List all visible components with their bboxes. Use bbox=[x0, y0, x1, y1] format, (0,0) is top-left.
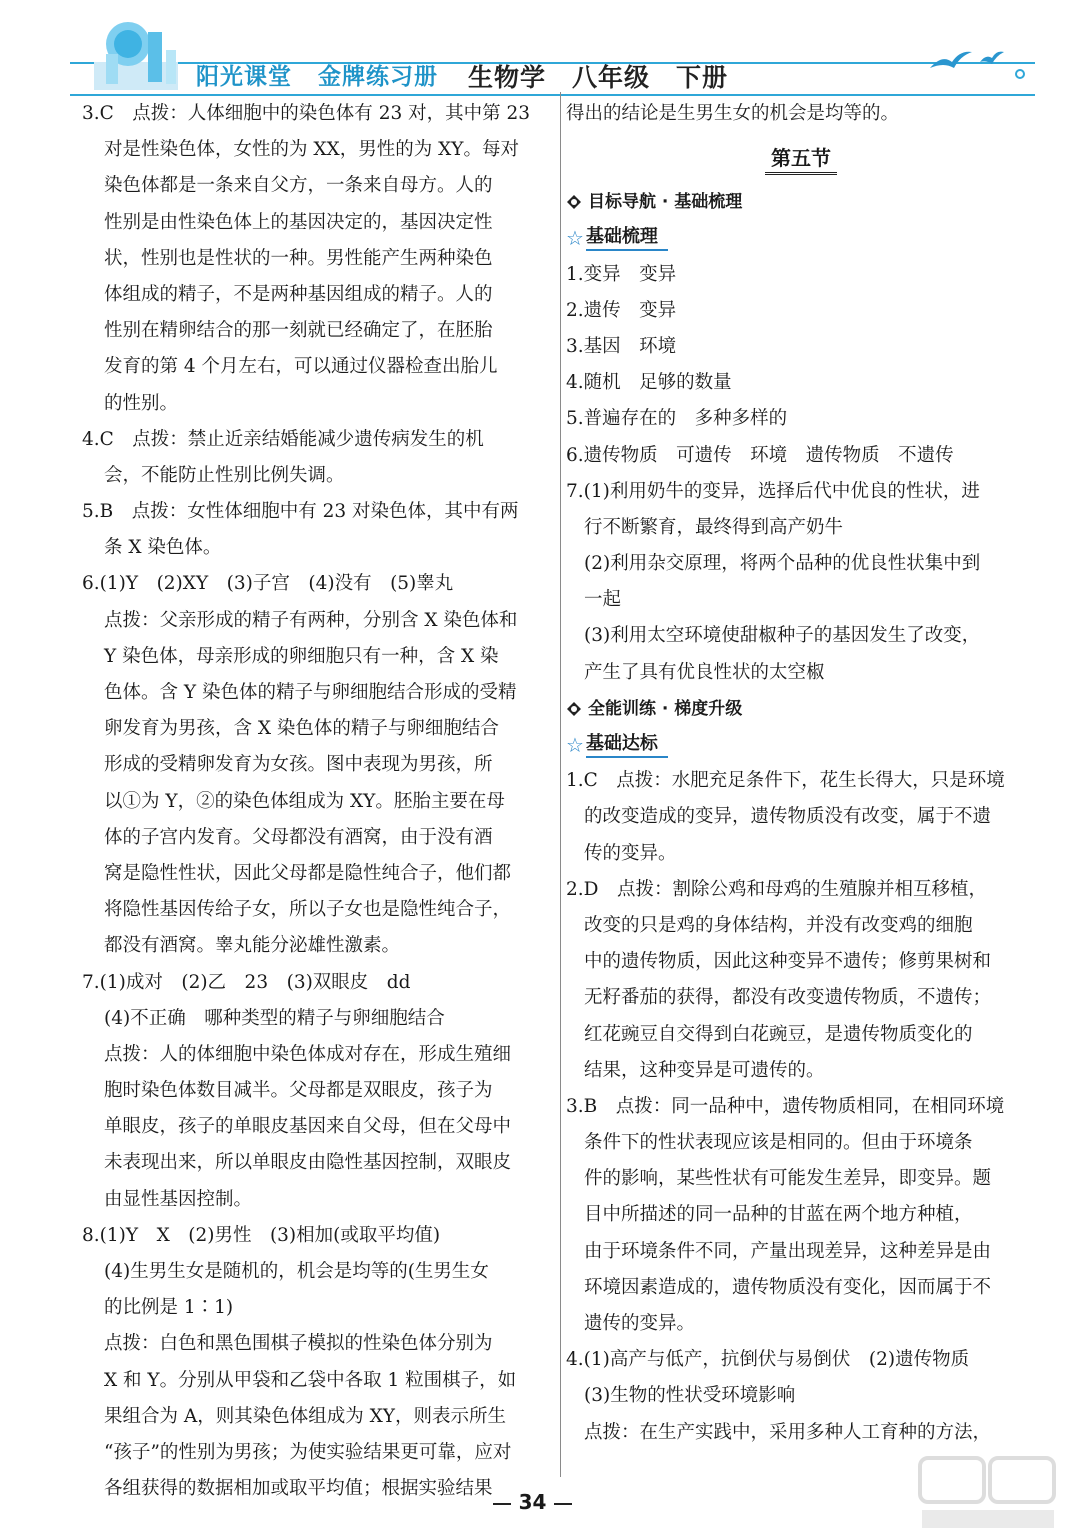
answer-line: 2.D 点拨：割除公鸡和母鸡的生殖腺并相互移植， bbox=[566, 878, 987, 900]
dash-left bbox=[493, 1503, 511, 1505]
target-icon bbox=[566, 194, 582, 210]
grade-label: 八年级 bbox=[572, 63, 651, 92]
sub-heading-2-text: 基础达标 bbox=[586, 732, 668, 758]
answer-line: 点拨：父亲形成的精子有两种，分别含 X 染色体和 bbox=[104, 609, 518, 631]
basic-review-list bbox=[566, 257, 1036, 474]
sub-heading-1 bbox=[566, 220, 1036, 256]
answer-line: 性别在精卵结合的那一刻就已经确定了，在胚胎 bbox=[104, 320, 493, 342]
answer-line: 红花豌豆自交得到白花豌豆，是遗传物质变化的 bbox=[584, 1023, 973, 1045]
right-column bbox=[566, 96, 1036, 1451]
answer-line: 单眼皮，孩子的单眼皮基因来自父母，但在父母中 bbox=[104, 1116, 512, 1138]
page-number: 34 bbox=[518, 1490, 547, 1514]
answer-line: 条 X 染色体。 bbox=[104, 537, 222, 559]
answer-line: 体组成的精子，不是两种基因组成的精子。人的 bbox=[104, 283, 493, 305]
answer-line: 产生了具有优良性状的太空椒 bbox=[584, 661, 825, 683]
subject-label: 生物学 bbox=[468, 63, 547, 92]
basic-practice-list bbox=[566, 763, 1036, 1451]
list-item: 6.遗传物质 可遗传 环境 遗传物质 不遗传 bbox=[566, 444, 954, 466]
answer-line: 胞时染色体数目减半。父母都是双眼皮，孩子为 bbox=[104, 1080, 493, 1102]
book-subject bbox=[468, 58, 754, 94]
answer-line: 传的变异。 bbox=[584, 842, 677, 864]
answer-line: 各组获得的数据相加或取平均值；根据实验结果 bbox=[104, 1478, 493, 1500]
answer-line: 行不断繁育，最终得到高产奶牛 bbox=[584, 516, 844, 538]
page-header bbox=[0, 0, 1065, 100]
brand-name-2: 金牌练习册 bbox=[318, 64, 438, 90]
answer-line: (4)生男生女是随机的，机会是均等的(生男生女 bbox=[104, 1261, 489, 1282]
section-title-text: 第五节 bbox=[765, 144, 837, 175]
star-icon: ☆ bbox=[566, 226, 584, 251]
answer-line: 会，不能防止性别比例失调。 bbox=[104, 464, 345, 486]
answer-line: 6.(1)Y (2)XY (3)子宫 (4)没有 (5)睾丸 bbox=[82, 573, 454, 595]
answer-line: 环境因素造成的，遗传物质没有变化，因而属于不 bbox=[584, 1276, 992, 1298]
answer-line: 都没有酒窝。睾丸能分泌雄性激素。 bbox=[104, 935, 401, 957]
list-item: 5.普遍存在的 多种多样的 bbox=[566, 408, 788, 430]
answer-line: 4.(1)高产与低产，抗倒伏与易倒伏 (2)遗传物质 bbox=[566, 1349, 970, 1371]
answer-line: (4)不正确 哪种类型的精子与卵细胞结合 bbox=[104, 1007, 445, 1029]
answer-line: 色体。含 Y 染色体的精子与卵细胞结合形成的受精 bbox=[104, 682, 517, 703]
page-footer bbox=[0, 1490, 1065, 1514]
answer-line: 卵发育为男孩，含 X 染色体的精子与卵细胞结合 bbox=[104, 718, 499, 740]
answer-line: 果组合为 A，则其染色体组成为 XY，则表示所生 bbox=[104, 1405, 507, 1427]
brand-name-1: 阳光课堂 bbox=[196, 64, 292, 90]
answer-line: 由于环境条件不同，产量出现差异，这种差异是由 bbox=[584, 1240, 992, 1262]
volume-label: 下册 bbox=[676, 63, 729, 92]
brand-title bbox=[196, 58, 438, 91]
list-item: 2.遗传 变异 bbox=[566, 299, 677, 321]
answer-line: 中的遗传物质，因此这种变异不遗传；修剪果树和 bbox=[584, 951, 992, 973]
answer-line: 对是性染色体，女性的为 XX，男性的为 XY。每对 bbox=[104, 139, 519, 161]
answer-line: 3.C 点拨：人体细胞中的染色体有 23 对，其中第 23 bbox=[82, 103, 531, 124]
answer-line: 点拨：在生产实践中，采用多种人工育种的方法， bbox=[584, 1421, 992, 1443]
sub-heading-2 bbox=[566, 727, 1036, 763]
answer-line: 5.B 点拨：女性体细胞中有 23 对染色体，其中有两 bbox=[82, 501, 519, 523]
answer-line: 的改变造成的变异，遗传物质没有改变，属于不遗 bbox=[584, 806, 992, 828]
target-icon bbox=[566, 701, 582, 717]
answer-line: 将隐性基因传给子女，所以子女也是隐性纯合子， bbox=[104, 899, 512, 921]
answer-line: 结果，这种变异是可遗传的。 bbox=[584, 1059, 825, 1081]
answer-line: 一起 bbox=[584, 589, 622, 611]
classroom-logo-icon bbox=[88, 14, 183, 94]
answer-line: 的性别。 bbox=[104, 392, 179, 414]
answer-line: 遗传的变异。 bbox=[584, 1313, 696, 1334]
answer-line: 窝是隐性性状，因此父母都是隐性纯合子，他们都 bbox=[104, 862, 512, 884]
answer-line: 以①为 Y，②的染色体组成为 XY。胚胎主要在母 bbox=[104, 790, 505, 812]
watermark-logo-icon bbox=[916, 1452, 1061, 1532]
answer-line: 件的影响，某些性状有可能发生差异，即变异。题 bbox=[584, 1168, 992, 1190]
answer-line: 性别是由性染色体上的基因决定的，基因决定性 bbox=[104, 211, 493, 233]
answer-line: 目中所描述的同一品种的甘蓝在两个地方种植， bbox=[584, 1204, 973, 1226]
answer-line: 点拨：人的体细胞中染色体成对存在，形成生殖细 bbox=[104, 1043, 512, 1065]
answer-line: 形成的受精卵发育为女孩。图中表现为男孩，所 bbox=[104, 754, 493, 776]
module-heading-2 bbox=[566, 691, 1036, 727]
list-item: 4.随机 足够的数量 bbox=[566, 372, 732, 394]
answer-line: 未表现出来，所以单眼皮由隐性基因控制，双眼皮 bbox=[104, 1152, 512, 1174]
sub-heading-1-text: 基础梳理 bbox=[586, 225, 668, 251]
module-heading-1 bbox=[566, 184, 1036, 220]
answer-line: 条件下的性状表现应该是相同的。但由于环境条 bbox=[584, 1132, 973, 1154]
module-heading-1-text: 目标导航 · 基础梳理 bbox=[588, 192, 743, 213]
module-heading-2-text: 全能训练 · 梯度升级 bbox=[588, 698, 743, 719]
answer-line: X 和 Y。分别从甲袋和乙袋中各取 1 粒围棋子，如 bbox=[104, 1369, 517, 1391]
answer-line: 8.(1)Y X (2)男性 (3)相加(或取平均值) bbox=[82, 1224, 441, 1246]
answer-line: 无籽番茄的获得，都没有改变遗传物质，不遗传； bbox=[584, 987, 992, 1009]
answer-line: 点拨：白色和黑色围棋子模拟的性染色体分别为 bbox=[104, 1333, 493, 1355]
answer-line: 的比例是 1∶1) bbox=[104, 1297, 234, 1319]
star-icon: ☆ bbox=[566, 733, 584, 757]
answer-line: “孩子”的性别为男孩；为使实验结果更可靠，应对 bbox=[104, 1441, 512, 1463]
answer-line: 得出的结论是生男生女的机会是均等的。 bbox=[566, 103, 900, 124]
answer-line: 3.B 点拨：同一品种中，遗传物质相同，在相同环境 bbox=[566, 1095, 1005, 1117]
answer-line: 体的子宫内发育。父母都没有酒窝，由于没有酒 bbox=[104, 826, 493, 848]
birds-icon bbox=[920, 40, 1030, 80]
answer-line: 状，性别也是性状的一种。男性能产生两种染色 bbox=[104, 247, 493, 269]
answer-line: (2)利用杂交原理，将两个品种的优良性状集中到 bbox=[584, 553, 981, 575]
answer-line: (3)利用太空环境使甜椒种子的基因发生了改变， bbox=[584, 625, 981, 647]
answer-line: 改变的只是鸡的身体结构，并没有改变鸡的细胞 bbox=[584, 914, 973, 936]
left-column bbox=[82, 96, 554, 1507]
answer-line: 由显性基因控制。 bbox=[104, 1188, 253, 1210]
dash-right bbox=[554, 1503, 572, 1505]
answer-line: 7.(1)成对 (2)乙 23 (3)双眼皮 dd bbox=[82, 971, 411, 993]
question-7-answers bbox=[566, 474, 1036, 691]
column-divider bbox=[560, 92, 561, 1477]
answer-line: (3)生物的性状受环境影响 bbox=[584, 1385, 796, 1407]
answer-line: Y 染色体，母亲形成的卵细胞只有一种，含 X 染 bbox=[104, 645, 499, 667]
answer-line: 发育的第 4 个月左右，可以通过仪器检查出胎儿 bbox=[104, 356, 498, 378]
answer-line: 7.(1)利用奶牛的变异，选择后代中优良的性状，进 bbox=[566, 480, 980, 502]
section-title bbox=[566, 132, 1036, 184]
answer-line: 染色体都是一条来自父方，一条来自母方。人的 bbox=[104, 175, 493, 197]
list-item: 1.变异 变异 bbox=[566, 263, 677, 285]
answer-line: 4.C 点拨：禁止近亲结婚能减少遗传病发生的机 bbox=[82, 428, 484, 450]
list-item: 3.基因 环境 bbox=[566, 335, 677, 357]
answer-line: 1.C 点拨：水肥充足条件下，花生长得大，只是环境 bbox=[566, 770, 1005, 792]
